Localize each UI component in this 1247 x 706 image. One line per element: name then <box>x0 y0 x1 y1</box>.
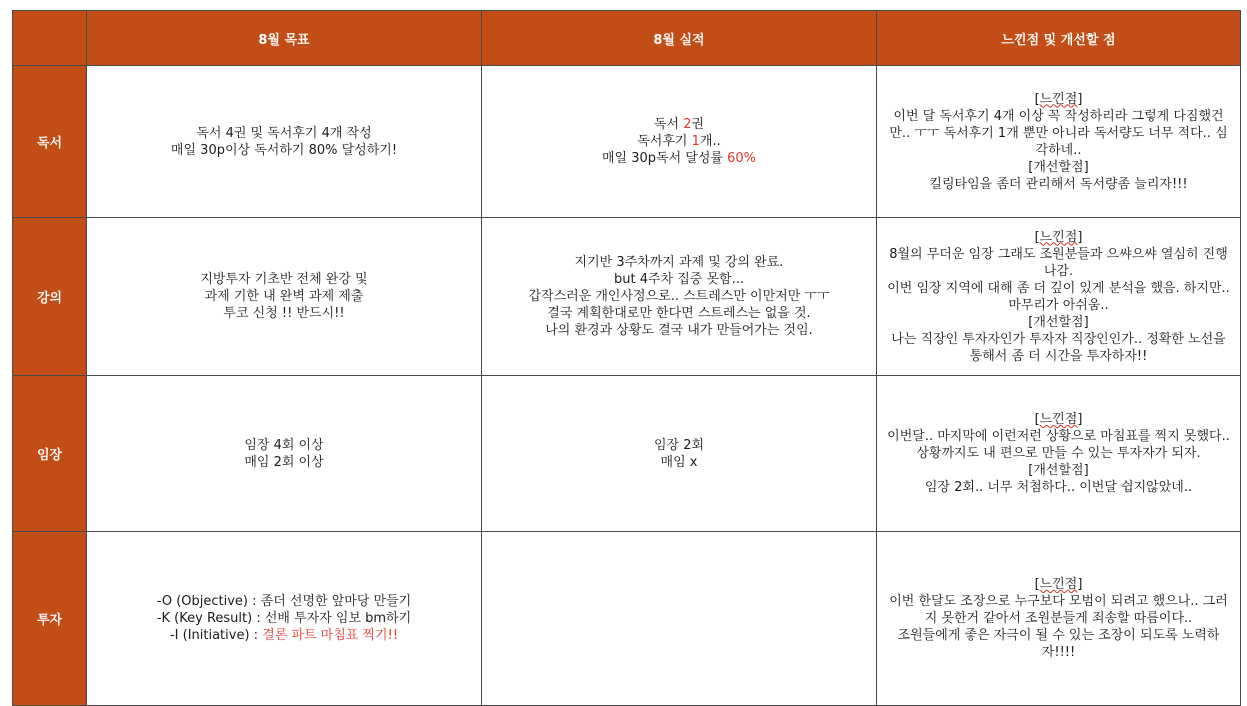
reading-result-cell <box>482 66 877 218</box>
red-value: 결론 파트 마침표 찍기!! <box>262 628 399 643</box>
felt-label: [느낀점] <box>1034 577 1083 592</box>
header-goal: 8월 목표 <box>87 11 482 66</box>
improve-text: 킬링타임을 좀더 관리해서 독서량좀 늘리자!!! <box>929 176 1188 192</box>
lecture-result-cell <box>482 218 877 376</box>
red-value: 60% <box>727 151 756 166</box>
felt-label: [느낀점] <box>1034 91 1083 107</box>
investment-review-cell <box>877 532 1241 706</box>
investment-goal-cell <box>87 532 482 706</box>
improve-text: 나는 직장인 투자자인가 투자자 직장인인가.. 정확한 노선을 통해서 좀 더 시간을 투자하자!! <box>891 331 1226 364</box>
site-visit-goal-cell <box>87 376 482 532</box>
header-corner <box>13 11 87 66</box>
felt-text: 8월의 무더운 임장 그래도 조원분들과 으쌰으쌰 열심히 진행 나감. <box>889 246 1228 279</box>
felt-label: [느낀점] <box>1034 229 1083 245</box>
result-line: 매일 30p독서 달성률 60% <box>601 151 756 166</box>
site-visit-review-cell <box>877 376 1241 532</box>
okr-initiative: -I (Initiative) : 결론 파트 마침표 찍기!! <box>169 628 399 643</box>
improve-label: [개선할점] <box>1028 159 1089 175</box>
improve-label: [개선할점] <box>1028 463 1089 478</box>
felt-text: 조원들에게 좋은 자극이 될 수 있는 조장이 되도록 노력하자!!!! <box>897 628 1220 660</box>
okr-key-result: -K (Key Result) : 선배 투자자 임보 bm하기 <box>156 611 412 626</box>
site-visit-result-cell <box>482 376 877 532</box>
result-line: 나의 환경과 상황도 결국 내가 만들어가는 것임. <box>545 323 813 338</box>
table-row <box>13 376 1241 532</box>
goal-line: 투코 신청 !! 반드시!! <box>223 306 345 321</box>
lecture-review-cell <box>877 218 1241 376</box>
goal-line: 지방투자 기초반 전체 완강 및 <box>200 272 368 287</box>
red-value: 1 <box>691 134 700 149</box>
felt-text: 이번 한달도 조장으로 누구보다 모범이 되려고 했으나.. 그러지 못한거 같아서 조원분들게 죄송할 따름이다.. <box>889 594 1228 626</box>
row-label-site-visit: 임장 <box>13 376 87 532</box>
result-line: 독서후기 1개.. <box>637 134 721 149</box>
result-line: 결국 계획한대로만 한다면 스트레스는 없을 것. <box>547 306 811 321</box>
goal-line: 매임 2회 이상 <box>244 454 324 470</box>
reading-goal-cell <box>87 66 482 218</box>
felt-text: 이번달.. 마지막에 이런저런 상황으로 마침표를 찍지 못했다.. 상황까지도 내 편으로 만들 수 있는 투자자가 되자. <box>887 429 1230 461</box>
improve-text: 임장 2회.. 너무 처첨하다.. 이번달 쉽지않았네.. <box>924 480 1193 495</box>
result-line: 독서 2권 <box>653 117 705 132</box>
result-line: 매임 x <box>660 454 698 470</box>
goal-line: 독서 4권 및 독서후기 4개 작성 <box>196 125 372 141</box>
monthly-review-table <box>12 10 1241 706</box>
goal-line: 임장 4회 이상 <box>244 437 324 453</box>
header-row <box>13 11 1241 66</box>
reading-review-cell <box>877 66 1241 218</box>
table-row <box>13 218 1241 376</box>
improve-label: [개선할점] <box>1028 314 1089 330</box>
result-line: 갑작스러운 개인사정으로.. 스트레스만 이만저만 ㅜㅜ <box>528 289 830 304</box>
result-line: 지기반 3주차까지 과제 및 강의 완료. <box>574 255 784 270</box>
lecture-goal-cell <box>87 218 482 376</box>
felt-text: 이번 임장 지역에 대해 좀 더 깊이 있게 분석을 했음. 하지만.. 마무리가 아쉬움.. <box>887 280 1230 313</box>
result-line: 임장 2회 <box>653 437 705 453</box>
investment-result-cell <box>482 532 877 706</box>
red-value: 2 <box>683 117 692 132</box>
goal-line: 매일 30p이상 독서하기 80% 달성하기! <box>170 142 398 158</box>
header-result: 8월 실적 <box>482 11 877 66</box>
header-review: 느낀점 및 개선할 점 <box>877 11 1241 66</box>
row-label-lecture: 강의 <box>13 218 87 376</box>
table-row <box>13 532 1241 706</box>
felt-label: [느낀점] <box>1034 412 1083 427</box>
okr-objective: -O (Objective) : 좀더 선명한 앞마당 만들기 <box>156 594 412 609</box>
table-row <box>13 66 1241 218</box>
row-label-reading: 독서 <box>13 66 87 218</box>
row-label-investment: 투자 <box>13 532 87 706</box>
result-line: but 4주차 집중 못함... <box>613 272 744 287</box>
goal-line: 과제 기한 내 완벽 과제 제출 <box>204 289 364 304</box>
felt-text: 이번 달 독서후기 4개 이상 꼭 작성하리라 그렇게 다짐했건만.. ㅜㅜ 독서후기 1개 뿐만 아니라 독서량도 너무 적다.. 심각하네.. <box>889 108 1228 158</box>
